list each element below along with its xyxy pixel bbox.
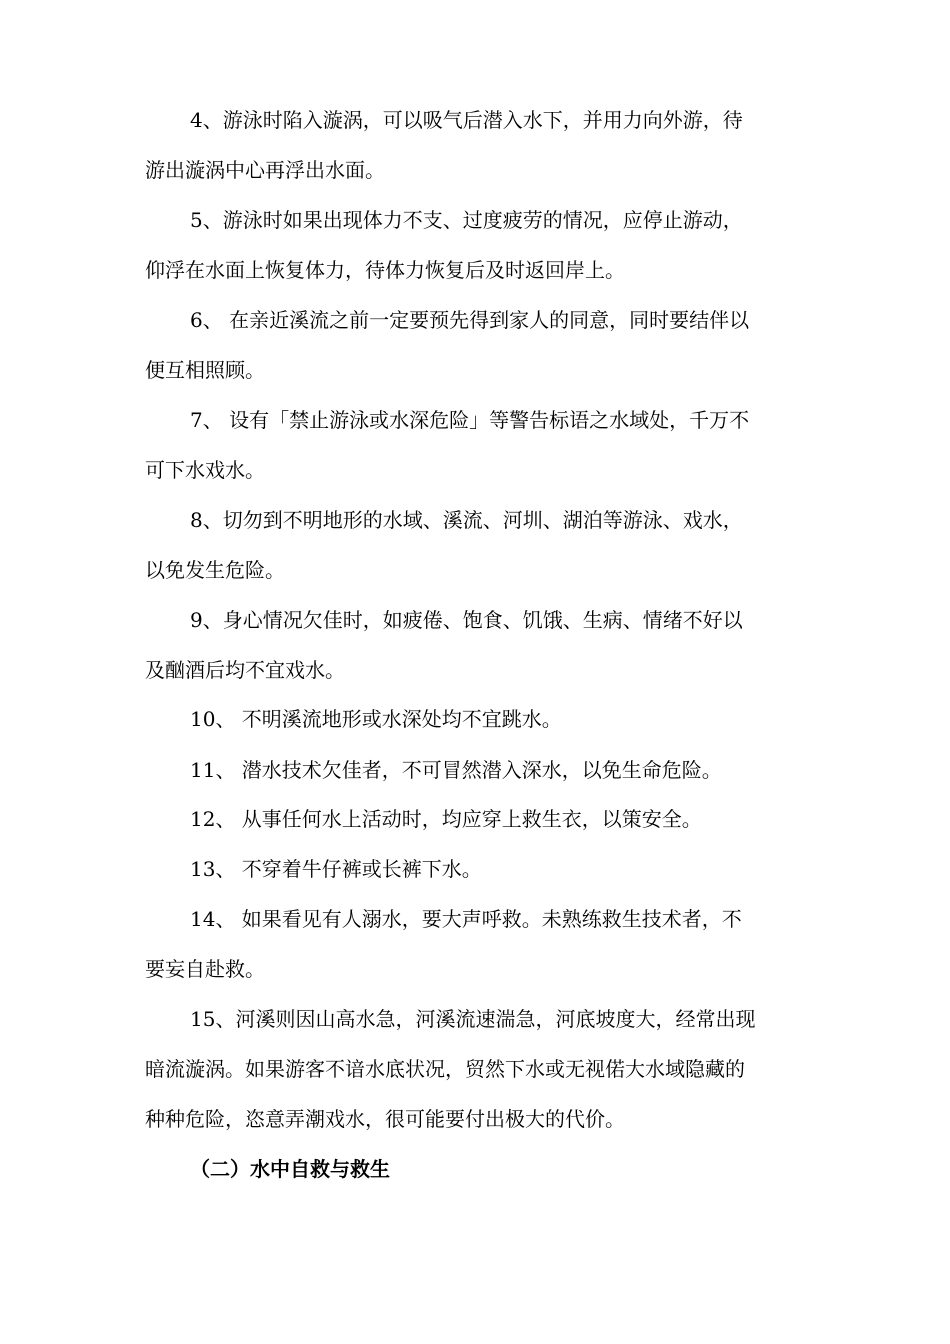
item-14-line-2: 要妄自赴救。 xyxy=(145,957,265,981)
item-6-line-2: 便互相照顾。 xyxy=(145,358,265,382)
item-9-line-2: 及酗酒后均不宜戏水。 xyxy=(145,658,345,682)
item-6-line-1: 6、 在亲近溪流之前一定要预先得到家人的同意，同时要结伴以 xyxy=(190,308,750,332)
item-9-line-1: 9、身心情况欠佳时，如疲倦、饱食、饥饿、生病、情绪不好以 xyxy=(190,608,743,632)
item-5-line-2: 仰浮在水面上恢复体力，待体力恢复后及时返回岸上。 xyxy=(145,258,625,282)
section-heading: （二）水中自救与救生 xyxy=(190,1157,390,1181)
item-14-line-1: 14、 如果看见有人溺水，要大声呼救。未熟练救生技术者，不 xyxy=(190,907,742,931)
item-13-line-1: 13、 不穿着牛仔裤或长裤下水。 xyxy=(190,857,482,881)
item-7-line-1: 7、 设有「禁止游泳或水深危险」等警告标语之水域处，千万不 xyxy=(190,408,750,432)
item-11-line-1: 11、 潜水技术欠佳者，不可冒然潜入深水，以免生命危险。 xyxy=(190,758,722,782)
item-7-line-2: 可下水戏水。 xyxy=(145,458,265,482)
item-15-line-3: 种种危险，恣意弄潮戏水，很可能要付出极大的代价。 xyxy=(145,1107,625,1131)
item-4-line-2: 游出漩涡中心再浮出水面。 xyxy=(145,158,385,182)
item-10-line-1: 10、 不明溪流地形或水深处均不宜跳水。 xyxy=(190,707,562,731)
item-8-line-2: 以免发生危险。 xyxy=(145,558,285,582)
item-15-line-1: 15、河溪则因山高水急，河溪流速湍急，河底坡度大，经常出现 xyxy=(190,1007,756,1031)
item-5-line-1: 5、游泳时如果出现体力不支、过度疲劳的情况，应停止游动， xyxy=(190,208,743,232)
item-12-line-1: 12、 从事任何水上活动时，均应穿上救生衣，以策安全。 xyxy=(190,807,702,831)
item-8-line-1: 8、切勿到不明地形的水域、溪流、河圳、湖泊等游泳、戏水， xyxy=(190,508,743,532)
item-4-line-1: 4、游泳时陷入漩涡，可以吸气后潜入水下，并用力向外游，待 xyxy=(190,108,743,132)
item-15-line-2: 暗流漩涡。如果游客不谙水底状况，贸然下水或无视偌大水域隐藏的 xyxy=(145,1057,745,1081)
